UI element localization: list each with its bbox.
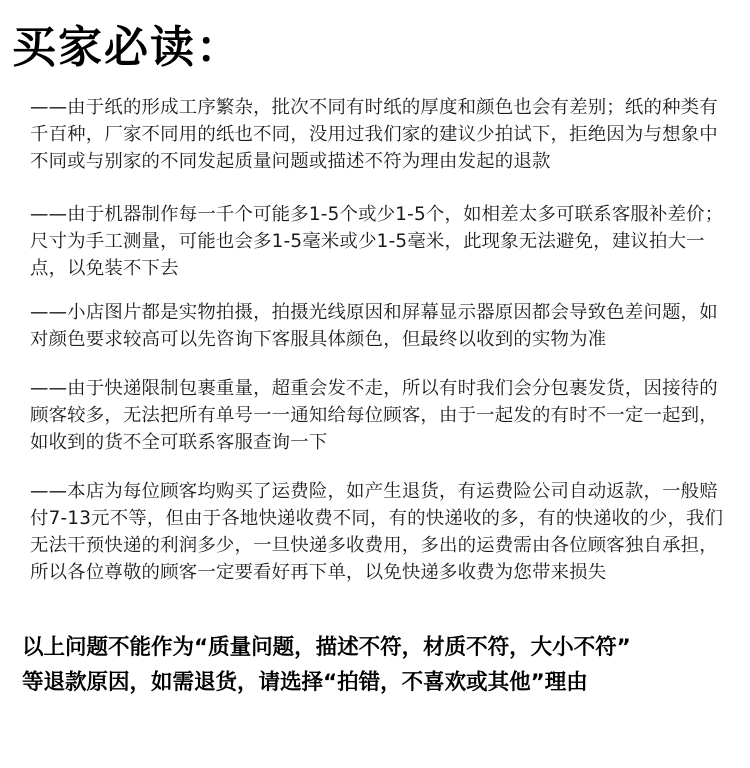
notice-paragraph-shipping: ——由于快递限制包裹重量，超重会发不走，所以有时我们会分包裹发货，因接待的顾客较多，无法把所有单号一一通知给每位顾客，由于一起发的有时不一定一起到，如收到的货不全可联系客服查询一下	[30, 378, 718, 453]
notice-paragraph-quantity: ——由于机器制作每一千个可能多1-5个或少1-5个，如相差太多可联系客服补差价；尺寸为手工测量，可能也会多1-5毫米或少1-5毫米，此现象无法避免，建议拍大一点，以免装不下去	[30, 204, 724, 279]
refund-policy-line-1: 以上问题不能作为“质量问题，描述不符，材质不符，大小不符”	[22, 635, 631, 660]
page-title: 买家必读：	[12, 22, 242, 73]
refund-policy-line-2: 等退款原因，如需退货，请选择“拍错，不喜欢或其他”理由	[22, 670, 588, 695]
notice-paragraph-insurance: ——本店为每位顾客均购买了运费险，如产生退货，有运费险公司自动返款，一般赔付7-13元不等，但由于各地快递收费不同，有的快递收的多，有的快递收的少，我们无法干预快递的利润多少，一旦快递多收费用，多出的运费需由各位顾客独自承担，所以各位尊敬的顾客一定要看好再下单，以免快递多收费为您带来损失	[30, 481, 724, 583]
notice-paragraph-paper: ——由于纸的形成工序繁杂，批次不同有时纸的厚度和颜色也会有差别；纸的种类有千百种，厂家不同用的纸也不同，没用过我们家的建议少拍试下，拒绝因为与想象中不同或与别家的不同发起质量问题或描述不符为理由发起的退款	[30, 97, 718, 172]
notice-paragraph-color: ——小店图片都是实物拍摄，拍摄光线原因和屏幕显示器原因都会导致色差问题，如对颜色要求较高可以先咨询下客服具体颜色，但最终以收到的实物为准	[30, 302, 718, 350]
